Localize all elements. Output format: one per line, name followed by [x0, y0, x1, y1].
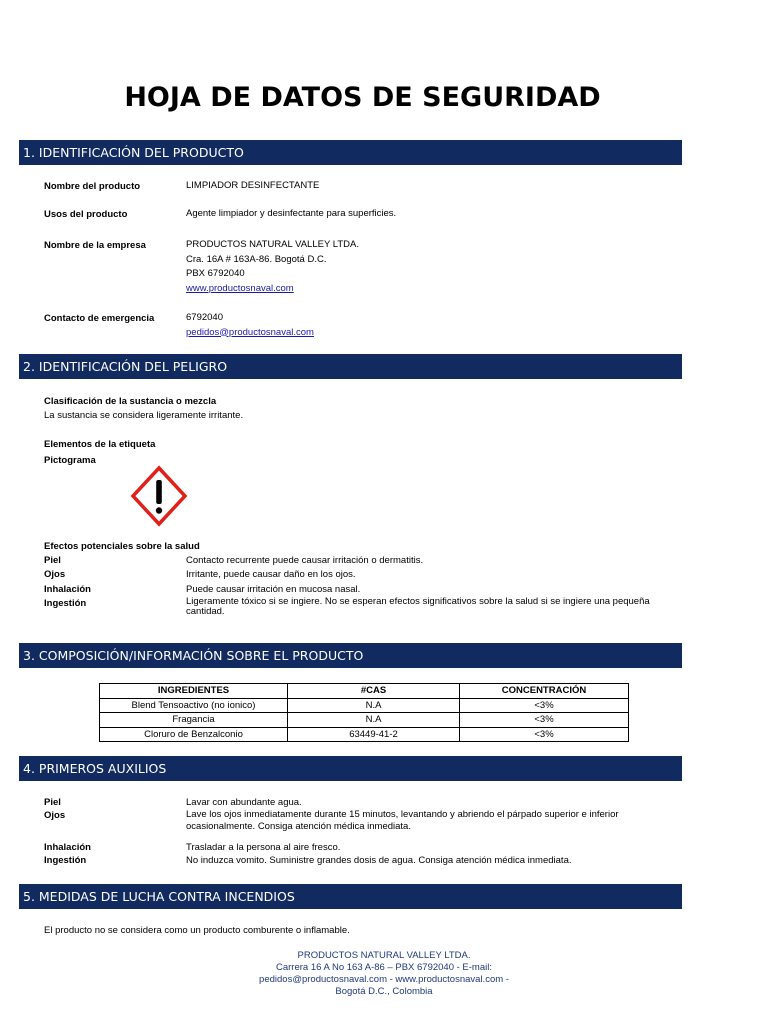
- first-aid-value: Lavar con abundante agua.: [186, 797, 302, 808]
- company-address: Cra. 16A # 163A-86. Bogotá D.C.: [186, 253, 327, 265]
- first-aid-value: Trasladar a la persona al aire fresco.: [186, 842, 341, 853]
- page-footer: [0, 950, 768, 998]
- table-row: [100, 698, 629, 713]
- table-cell: <3%: [460, 698, 629, 713]
- table-cell: Blend Tensoactivo (no ionico): [100, 698, 288, 713]
- effect-value: Ligeramente tóxico si se ingiere. No se esperan efectos significativos sobre la salud si se ingiere una pequeña cantidad.: [186, 596, 650, 617]
- section-header-incendios: 5. MEDIDAS DE LUCHA CONTRA INCENDIOS: [19, 884, 682, 909]
- company-name-label: Nombre de la empresa: [44, 240, 146, 251]
- table-cell: Fragancia: [100, 713, 288, 728]
- pictogram-label: Pictograma: [44, 455, 96, 466]
- emergency-contact-label: Contacto de emergencia: [44, 313, 155, 324]
- effect-label: Ingestión: [44, 598, 87, 609]
- footer-contacts: pedidos@productosnaval.com - www.productosnaval.com -: [259, 974, 509, 985]
- first-aid-label: Ingestión: [44, 855, 87, 866]
- product-name-label: Nombre del producto: [44, 181, 141, 192]
- table-cell: 63449-41-2: [288, 727, 460, 742]
- table-row: [100, 727, 629, 742]
- table-cell: <3%: [460, 713, 629, 728]
- section-header-identificacion: 1. IDENTIFICACIÓN DEL PRODUCTO: [19, 140, 682, 165]
- emergency-phone: 6792040: [186, 312, 223, 323]
- first-aid-value: No induzca vomito. Suministre grandes dosis de agua. Consiga atención médica inmediata.: [186, 855, 572, 866]
- footer-city: Bogotá D.C., Colombia: [335, 986, 433, 997]
- section-header-peligro: 2. IDENTIFICACIÓN DEL PELIGRO: [19, 354, 682, 379]
- company-pbx: PBX 6792040: [186, 268, 245, 279]
- health-effects-heading: Efectos potenciales sobre la salud: [44, 541, 200, 552]
- table-row: [100, 713, 629, 728]
- section-header-auxilios: 4. PRIMEROS AUXILIOS: [19, 756, 682, 781]
- product-uses-label: Usos del producto: [44, 209, 128, 220]
- company-website-link[interactable]: www.productosnaval.com: [186, 282, 294, 294]
- company-name: PRODUCTOS NATURAL VALLEY LTDA.: [186, 239, 359, 250]
- label-elements-heading: Elementos de la etiqueta: [44, 439, 156, 450]
- emergency-contact-info: [186, 311, 314, 340]
- composition-table: [99, 683, 629, 742]
- effect-label: Inhalación: [44, 584, 91, 595]
- table-cell: Cloruro de Benzalconio: [100, 727, 288, 742]
- table-cell: N.A: [288, 698, 460, 713]
- exclamation-mark-hazard-icon: [130, 465, 188, 527]
- effect-value: Puede causar irritación en mucosa nasal.: [186, 584, 361, 595]
- table-header-row: [100, 684, 629, 699]
- footer-company: PRODUCTOS NATURAL VALLEY LTDA.: [297, 950, 471, 961]
- product-uses-value: Agente limpiador y desinfectante para superficies.: [186, 208, 397, 219]
- column-header: CONCENTRACIÓN: [460, 684, 629, 699]
- classification-label: Clasificación de la sustancia o mezcla: [44, 396, 217, 407]
- first-aid-label: Piel: [44, 797, 61, 808]
- table-cell: N.A: [288, 713, 460, 728]
- effect-label: Piel: [44, 555, 61, 566]
- column-header: INGREDIENTES: [100, 684, 288, 699]
- fire-fighting-text: El producto no se considera como un producto comburente o inflamable.: [44, 925, 350, 936]
- effect-value: Irritante, puede causar daño en los ojos.: [186, 569, 356, 580]
- product-name-value: LIMPIADOR DESINFECTANTE: [186, 180, 320, 191]
- section-header-composicion: 3. COMPOSICIÓN/INFORMACIÓN SOBRE EL PRODUCTO: [19, 643, 682, 668]
- effect-value: Contacto recurrente puede causar irritación o dermatitis.: [186, 555, 424, 566]
- first-aid-label: Inhalación: [44, 842, 91, 853]
- emergency-email-link[interactable]: pedidos@productosnaval.com: [186, 326, 314, 338]
- first-aid-label: Ojos: [44, 810, 66, 821]
- column-header: #CAS: [288, 684, 460, 699]
- table-cell: <3%: [460, 727, 629, 742]
- document-title: HOJA DE DATOS DE SEGURIDAD: [124, 82, 601, 113]
- first-aid-value: Lave los ojos inmediatamente durante 15 minutos, levantando y abriendo el párpado superior e inferior ocasionalmente. Consiga atención médica inmediata.: [186, 809, 619, 832]
- classification-value: La sustancia se considera ligeramente irritante.: [44, 410, 244, 421]
- company-info: [186, 238, 359, 296]
- effect-label: Ojos: [44, 569, 66, 580]
- footer-address: Carrera 16 A No 163 A-86 – PBX 6792040 - E-mail:: [276, 962, 492, 973]
